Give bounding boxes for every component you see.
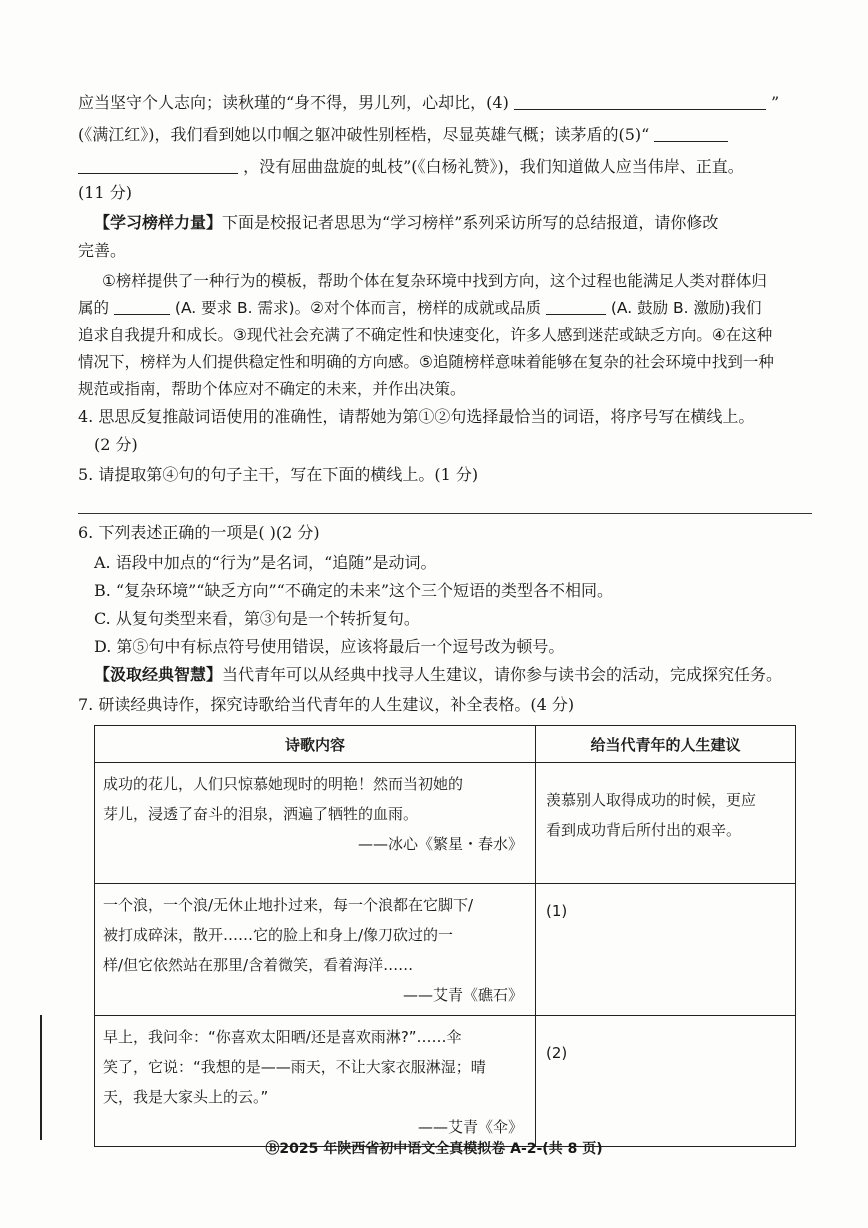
- advice-line: 羡慕别人取得成功的时候，更应: [546, 791, 757, 809]
- section-learning-text: 下面是校报记者思思为“学习榜样”系列采访所写的总结报道，请你修改: [222, 213, 719, 232]
- table-row: [95, 884, 796, 1016]
- intro-line-1: [78, 92, 779, 114]
- intro-text-2: (《满江红》)，我们看到她以巾帼之躯冲破性别桎梏，尽显英雄气概；读茅盾的(5)“: [78, 125, 650, 144]
- passage-text-2a: 属的: [78, 299, 110, 317]
- header-poem: 诗歌内容: [95, 726, 536, 763]
- advice-number: (1): [546, 902, 568, 920]
- poem-cell: [95, 884, 536, 1016]
- word-blank-1[interactable]: [114, 298, 170, 315]
- advice-answer-cell[interactable]: [536, 1016, 796, 1147]
- passage-line-1: ①榜样提供了一种行为的模板，帮助个体在复杂环境中找到方向，这个过程也能满足人类对群体归: [102, 272, 767, 290]
- passage-line-4: 情况下，榜样为人们提供稳定性和明确的方向感。⑤追随榜样意味着能够在复杂的社会环境中找到一种: [78, 353, 774, 371]
- table-row: [95, 1016, 796, 1147]
- poem-attribution: ——艾青《礁石》: [402, 986, 523, 1004]
- question-4-score: (2 分): [94, 435, 138, 454]
- question-4: 4. 思思反复推敲词语使用的准确性，请帮她为第①②句选择最恰当的词语，将序号写在横线上。: [78, 407, 755, 426]
- answer-line-5[interactable]: [78, 513, 812, 514]
- poem-line: 芽儿，浸透了奋斗的泪泉，洒遍了牺牲的血雨。: [103, 805, 419, 823]
- table-header-row: [95, 726, 796, 763]
- section-classic-tag: 【汲取经典智慧】: [94, 665, 223, 684]
- word-blank-2[interactable]: [546, 298, 606, 315]
- question-5: 5. 请提取第④句的句子主干，写在下面的横线上。(1 分): [78, 465, 479, 484]
- passage-text-2b: (A. 要求 B. 需求)。②对个体而言，榜样的成就或品质: [174, 299, 541, 317]
- section-learning: [94, 212, 718, 234]
- advice-number: (2): [546, 1044, 568, 1062]
- quote-close: ”: [771, 93, 780, 112]
- poem-advice-table: [94, 725, 796, 1147]
- passage-text-2c: (A. 鼓励 B. 激励)我们: [610, 299, 762, 317]
- table-row: [95, 763, 796, 884]
- section-classic-text: 当代青年可以从经典中找寻人生建议，请你参与读书会的活动，完成探究任务。: [222, 665, 783, 684]
- poem-attribution: ——冰心《繁星・春水》: [357, 835, 523, 853]
- poem-line: 笑了，它说：“我想的是——雨天，不让大家衣服淋湿；晴: [103, 1058, 486, 1076]
- poem-cell: [95, 1016, 536, 1147]
- q6-option-d[interactable]: D. 第⑤句中有标点符号使用错误，应该将最后一个逗号改为顿号。: [94, 637, 565, 656]
- intro-text-3: ，没有屈曲盘旋的虬枝”(《白杨礼赞》)，我们知道做人应当伟岸、正直。: [243, 157, 744, 176]
- answer-blank-4[interactable]: [514, 93, 766, 110]
- poem-line: 天，我是大家头上的云。”: [103, 1088, 269, 1106]
- page-footer: Ⓑ2025 年陕西省初中语文全真模拟卷 A-2-(共 8 页): [265, 1141, 603, 1157]
- intro-line-2: [78, 124, 728, 146]
- binding-line: [40, 1015, 42, 1140]
- advice-cell: [536, 763, 796, 884]
- q6-option-b[interactable]: B. “复杂环境”“缺乏方向”“不确定的未来”这个三个短语的类型各不相同。: [94, 581, 614, 600]
- advice-line: 看到成功背后所付出的艰辛。: [546, 821, 742, 839]
- passage-line-3: 追求自我提升和成长。③现代社会充满了不确定性和快速变化，许多人感到迷茫或缺乏方向。④在这种: [78, 326, 773, 344]
- question-7: 7. 研读经典诗作，探究诗歌给当代青年的人生建议，补全表格。(4 分): [78, 695, 575, 714]
- poem-cell: [95, 763, 536, 884]
- passage-line-2: [78, 297, 762, 319]
- section-classic: [94, 664, 782, 686]
- q6-option-a[interactable]: A. 语段中加点的“行为”是名词，“追随”是动词。: [94, 553, 437, 572]
- q6-option-c[interactable]: C. 从复句类型来看，第③句是一个转折复句。: [94, 609, 420, 628]
- poem-line: 样/但它依然站在那里/含着微笑，看着海洋……: [103, 956, 414, 974]
- poem-line: 成功的花儿，人们只惊慕她现时的明艳！然而当初她的: [103, 775, 464, 793]
- poem-attribution: ——艾青《伞》: [417, 1118, 523, 1136]
- poem-line: 早上，我问伞：“你喜欢太阳晒/还是喜欢雨淋?”……伞: [103, 1028, 462, 1046]
- header-advice: 给当代青年的人生建议: [536, 726, 796, 763]
- poem-line: 被打成碎沫，散开……它的脸上和身上/像刀砍过的一: [103, 926, 454, 944]
- poem-line: 一个浪，一个浪/无休止地扑过来，每一个浪都在它脚下/: [103, 896, 474, 914]
- answer-blank-5a[interactable]: [654, 125, 728, 142]
- intro-text-1: 应当坚守个人志向；读秋瑾的“身不得，男儿列，心却比，(4): [78, 93, 509, 112]
- intro-score: (11 分): [78, 183, 132, 202]
- advice-answer-cell[interactable]: [536, 884, 796, 1016]
- passage-line-5: 规范或指南，帮助个体应对不确定的未来，并作出决策。: [78, 380, 466, 398]
- question-6: 6. 下列表述正确的一项是( )(2 分): [78, 523, 320, 542]
- section-learning-tag: 【学习榜样力量】: [94, 213, 223, 232]
- section-learning-cont: 完善。: [78, 241, 127, 260]
- intro-line-3: [78, 156, 744, 178]
- answer-blank-5b[interactable]: [78, 157, 238, 174]
